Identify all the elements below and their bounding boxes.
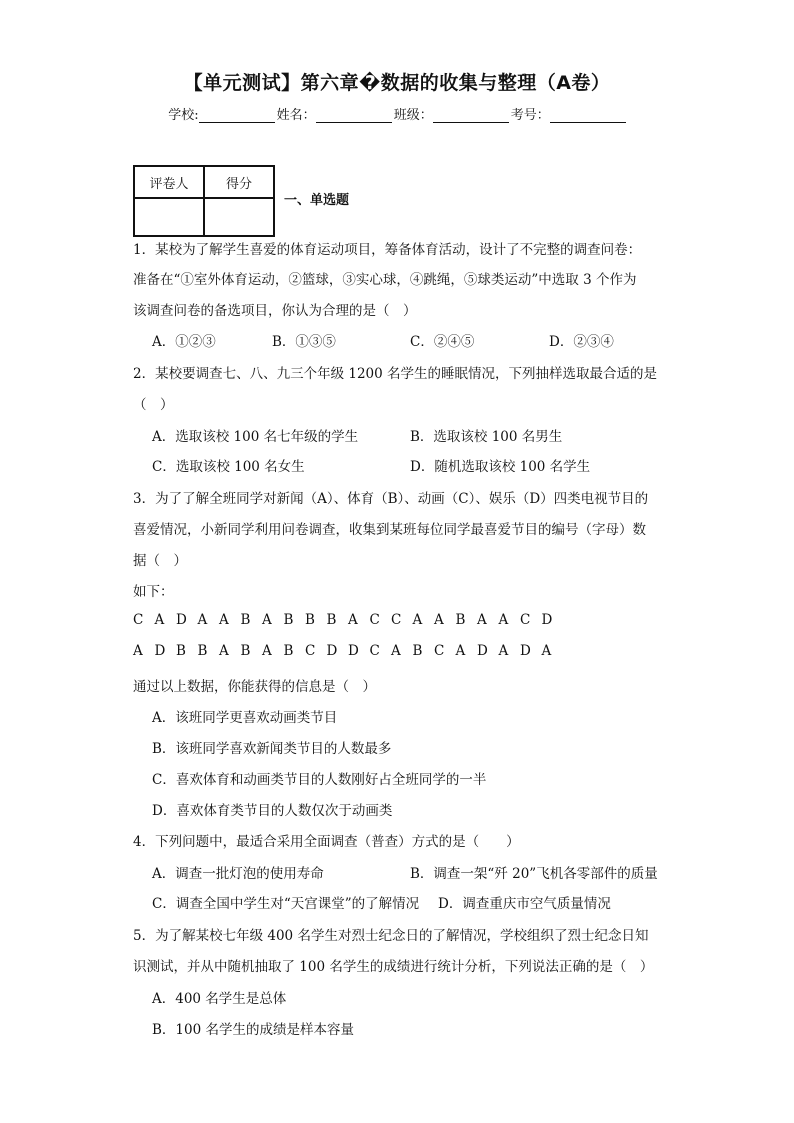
- name-label: 姓名：: [276, 108, 316, 123]
- q3-row1-letter: C: [369, 612, 380, 628]
- q3-row2-letter: A: [455, 643, 466, 659]
- page-title: 【单元测试】第六章�数据的收集与整理（A卷）: [183, 72, 611, 94]
- q3-row1-letter: B: [283, 612, 294, 628]
- q3-data-row-2: [133, 643, 563, 659]
- q1-option-d[interactable]: D．②③④: [549, 334, 614, 350]
- q3-row2-letter: D: [326, 643, 338, 659]
- q3-row1-letter: A: [412, 612, 423, 628]
- q2-line2: （ ）: [133, 397, 174, 413]
- q3-row1-letter: A: [434, 612, 444, 628]
- school-label: 学校:: [168, 108, 199, 123]
- q5-line2: 识测试，并从中随机抽取了 100 名学生的成绩进行统计分析，下列说法正确的是（ ）: [133, 959, 654, 975]
- q3-row2-letter: B: [412, 643, 423, 659]
- q3-row2-letter: D: [154, 643, 166, 659]
- q3-line4: 如下：: [133, 584, 174, 600]
- q4-option-d[interactable]: D．调查重庆市空气质量情况: [438, 896, 611, 912]
- section-title: 一、单选题: [284, 193, 350, 208]
- q3-row1-letter: A: [262, 612, 272, 628]
- q3-line5: 通过以上数据，你能获得的信息是（ ）: [133, 679, 376, 695]
- q2-option-b[interactable]: B．选取该校 100 名男生: [410, 429, 563, 445]
- q1-option-a[interactable]: A．①②③: [152, 334, 216, 350]
- q3-option-c[interactable]: C．喜欢体育和动画类节目的人数刚好占全班同学的一半: [152, 772, 487, 788]
- class-blank[interactable]: [433, 110, 509, 123]
- q3-row1-letter: A: [219, 612, 229, 628]
- school-blank[interactable]: [199, 110, 275, 123]
- q3-row1-letter: D: [541, 612, 553, 628]
- q3-row1-letter: A: [498, 612, 509, 628]
- q3-row2-letter: D: [348, 643, 359, 659]
- q4-line1: 4．下列问题中，最适合采用全面调查（普查）方式的是（ ）: [133, 834, 520, 850]
- q1-line3: 该调查问卷的备选项目，你认为合理的是（ ）: [133, 303, 417, 319]
- q3-row2-letter: A: [498, 643, 509, 659]
- q3-row2-letter: C: [369, 643, 380, 659]
- grader-table: [133, 165, 275, 237]
- q2-option-d[interactable]: D．随机选取该校 100 名学生: [410, 459, 591, 475]
- exam-no-label: 考号：: [510, 108, 550, 123]
- q3-option-b[interactable]: B．该班同学喜欢新闻类节目的人数最多: [152, 741, 392, 757]
- q3-row2-letter: D: [520, 643, 531, 659]
- q3-row1-letter: A: [348, 612, 358, 628]
- q3-row1-letter: B: [455, 612, 466, 628]
- q4-option-c[interactable]: C．调查全国中学生对“天宫课堂”的了解情况: [152, 896, 420, 912]
- q3-row2-letter: B: [283, 643, 294, 659]
- q3-row1-letter: A: [197, 612, 208, 628]
- grader-header: 评卷人: [134, 166, 204, 198]
- q3-row2-letter: C: [305, 643, 316, 659]
- q3-row2-letter: A: [133, 643, 143, 659]
- exam-no-blank[interactable]: [550, 110, 626, 123]
- q4-option-a[interactable]: A．调查一批灯泡的使用寿命: [152, 866, 324, 882]
- q1-line2: 准备在“①室外体育运动，②篮球，③实心球，④跳绳，⑤球类运动”中选取 3 个作为: [133, 272, 637, 288]
- q5-option-a[interactable]: A．400 名学生是总体: [152, 991, 287, 1007]
- q4-option-b[interactable]: B．调查一架“歼 20”飞机各零部件的质量: [410, 866, 658, 882]
- q3-row1-letter: B: [326, 612, 337, 628]
- class-label: 班级：: [393, 108, 433, 123]
- q3-row2-letter: C: [434, 643, 445, 659]
- q3-row1-letter: B: [305, 612, 315, 628]
- q3-row2-letter: A: [219, 643, 229, 659]
- q1-line1: 1．某校为了解学生喜爱的体育运动项目，筹备体育活动，设计了不完整的调查问卷：: [133, 242, 642, 258]
- q3-row1-letter: C: [133, 612, 144, 628]
- q1-option-b[interactable]: B．①③⑤: [272, 334, 336, 350]
- q2-option-c[interactable]: C．选取该校 100 名女生: [152, 459, 305, 475]
- q3-row1-letter: B: [240, 612, 251, 628]
- q3-row2-letter: B: [176, 643, 186, 659]
- q3-row2-letter: A: [262, 643, 272, 659]
- q3-row2-letter: B: [240, 643, 251, 659]
- q3-line1: 3．为了了解全班同学对新闻（A）、体育（B）、动画（C）、娱乐（D）四类电视节目的: [133, 491, 649, 507]
- student-info-line: [0, 104, 794, 123]
- q3-row1-letter: A: [477, 612, 487, 628]
- q3-row1-letter: D: [176, 612, 187, 628]
- q3-option-d[interactable]: D．喜欢体育类节目的人数仅次于动画类: [152, 803, 393, 819]
- q3-line2: 喜爱情况，小新同学利用问卷调查，收集到某班每位同学最喜爱节目的编号（字母）数: [133, 522, 646, 538]
- q3-row2-letter: D: [477, 643, 488, 659]
- q2-line1: 2．某校要调查七、八、九三个年级 1200 名学生的睡眠情况，下列抽样选取最合适的是: [133, 366, 658, 382]
- q3-row1-letter: C: [391, 612, 402, 628]
- q5-option-b[interactable]: B．100 名学生的成绩是样本容量: [152, 1022, 354, 1038]
- q5-line1: 5．为了解某校七年级 400 名学生对烈士纪念日的了解情况，学校组织了烈士纪念日知: [133, 928, 649, 944]
- q3-row2-letter: A: [391, 643, 401, 659]
- q1-option-c[interactable]: C．②④⑤: [410, 334, 475, 350]
- q3-row1-letter: C: [520, 612, 531, 628]
- name-blank[interactable]: [316, 110, 392, 123]
- score-cell[interactable]: [204, 198, 274, 236]
- q2-option-a[interactable]: A．选取该校 100 名七年级的学生: [152, 429, 359, 445]
- q3-line3: 据（ ）: [133, 553, 187, 569]
- q3-row1-letter: A: [154, 612, 165, 628]
- q3-row2-letter: B: [197, 643, 208, 659]
- q3-data-row-1: [133, 612, 563, 628]
- q3-option-a[interactable]: A．该班同学更喜欢动画类节目: [152, 710, 338, 726]
- score-header: 得分: [204, 166, 274, 198]
- q3-row2-letter: A: [541, 643, 552, 659]
- grader-cell[interactable]: [134, 198, 204, 236]
